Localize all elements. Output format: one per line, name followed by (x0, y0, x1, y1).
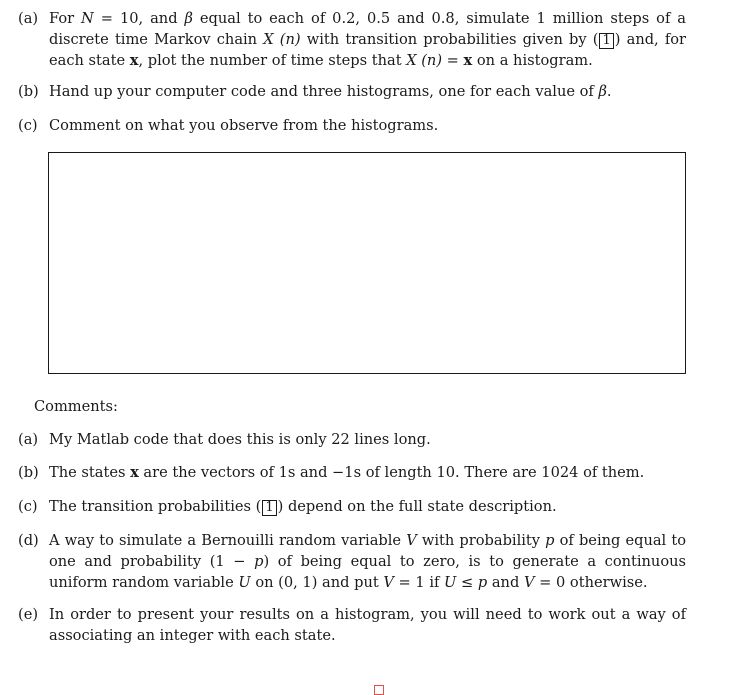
question-b-label: (b) (18, 83, 39, 100)
comment-a-text: My Matlab code that does this is only 22 lines long. (49, 431, 431, 448)
comments-heading: Comments: (34, 398, 118, 415)
question-a-text: For N = 10, and β equal to each of 0.2, 0.5 and 0.8, simulate 1 million steps of a discrete time Markov chain X (n) with transition probabilities given by ( 1 ) and, for each state x, plot the number of time steps that X (n) = x on a histogram. (49, 10, 687, 69)
comment-e-text: In order to present your results on a histogram, you will need to work out a way of associating an integer with each state. (49, 606, 686, 644)
comment-c-text: The transition probabilities ( 1 ) depend on the full state description. (49, 498, 557, 515)
comment-d-text: A way to simulate a Bernouilli random variable V with probability p of being equal to one and probability (1 − p) of being equal to zero, is to generate a continuous uniform random variable U on (0, 1) and put V = 1 if U ≤ p and V = 0 otherwise. (49, 532, 687, 591)
question-c (18, 115, 686, 136)
comment-d (18, 530, 686, 593)
comment-c (18, 496, 686, 517)
comment-a (18, 429, 686, 450)
link-marker (374, 685, 384, 695)
comment-e (18, 604, 686, 646)
comment-d-label: (d) (18, 532, 39, 549)
question-a-label: (a) (18, 10, 39, 27)
equation-ref-link[interactable]: 1 (599, 33, 613, 49)
question-c-text: Comment on what you observe from the histograms. (49, 117, 439, 134)
question-b (18, 81, 686, 102)
question-c-label: (c) (18, 117, 38, 134)
answer-box[interactable] (48, 152, 686, 374)
comment-b-text: The states x are the vectors of 1s and −1s of length 10. There are 1024 of them. (49, 464, 645, 481)
equation-ref-link[interactable]: 1 (262, 500, 276, 516)
question-a (18, 8, 686, 71)
comment-e-label: (e) (18, 606, 39, 623)
comment-b-label: (b) (18, 464, 39, 481)
question-b-text: Hand up your computer code and three histograms, one for each value of β. (49, 83, 612, 100)
comment-b (18, 462, 686, 483)
comment-a-label: (a) (18, 431, 39, 448)
comment-c-label: (c) (18, 498, 38, 515)
